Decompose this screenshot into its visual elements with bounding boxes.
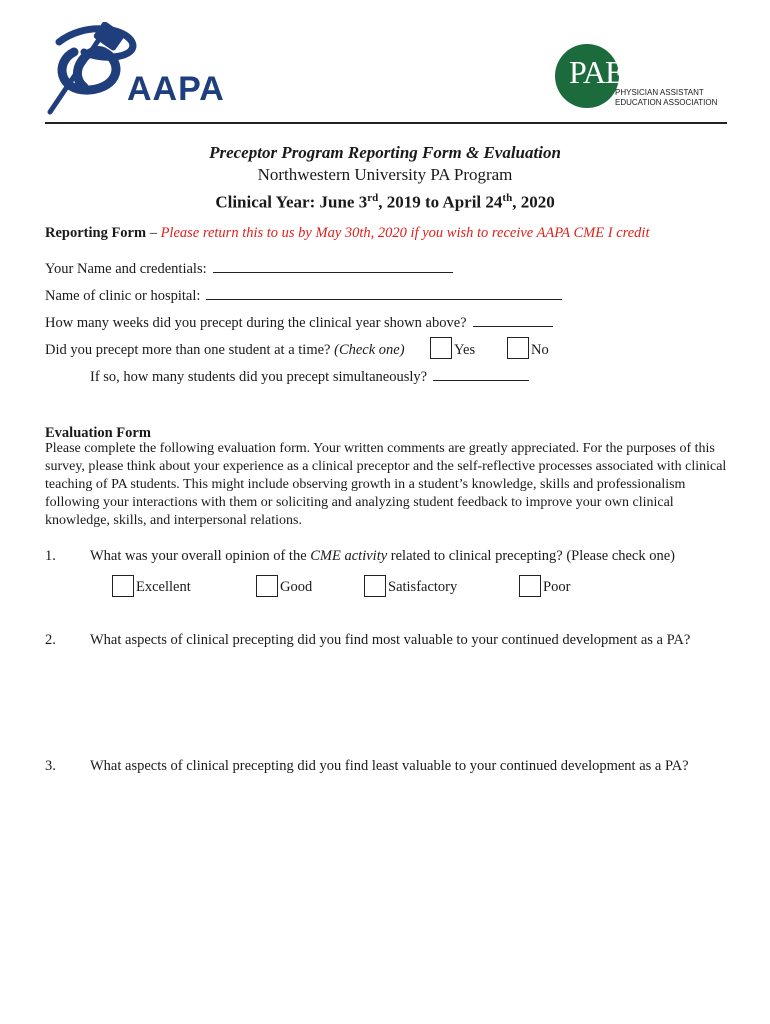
weeks-field[interactable] [473, 314, 553, 327]
q3-number: 3. [45, 758, 56, 774]
no-checkbox[interactable] [507, 337, 529, 359]
simultaneous-row [90, 368, 529, 386]
name-label: Your Name and credentials: [45, 261, 207, 277]
program-name: Northwestern University PA Program [257, 165, 513, 184]
weeks-row [45, 314, 553, 332]
paea-mark: PAEA [569, 54, 646, 90]
name-row [45, 260, 453, 278]
q3-text: What aspects of clinical precepting did you find least valuable to your continued development as a PA? [90, 758, 689, 774]
paea-subtitle-2: EDUCATION ASSOCIATION [615, 98, 718, 107]
title-block [0, 142, 770, 215]
q1-text: What was your overall opinion of the CME activity related to clinical precepting? (Please check one) [90, 548, 676, 564]
q1-poor-checkbox[interactable] [519, 575, 541, 597]
q1-good-checkbox[interactable] [256, 575, 278, 597]
no-label: No [531, 342, 549, 358]
q1-good-label: Good [280, 579, 313, 595]
aapa-wordmark: AAPA [127, 70, 225, 108]
simultaneous-field[interactable] [433, 368, 529, 381]
header-divider [45, 122, 727, 124]
evaluation-intro: Please complete the following evaluation form. Your written comments are greatly appreciated. For the purposes of this survey, please think about your experience as a clinical preceptor and the self-reflective processes associated with clinical teaching of PA students. This might include observing growth in a student’s knowledge, skills and professionalism following your interactions with them or soliciting and analyzing student feedback to improve your own clinical knowledge, skills, and interpersonal relations. [45, 441, 727, 528]
reporting-notice: Please return this to us by May 30th, 2020 if you wish to receive AAPA CME I credit [160, 225, 650, 241]
clinic-row [45, 287, 562, 305]
reporting-heading: Reporting Form [45, 225, 147, 241]
aapa-logo [44, 22, 234, 118]
simultaneous-label: If so, how many students did you precept simultaneously? [90, 369, 428, 385]
name-field[interactable] [213, 260, 453, 273]
yes-label: Yes [454, 342, 476, 358]
paea-logo [555, 44, 725, 114]
q1-poor-label: Poor [543, 579, 571, 595]
clinic-field[interactable] [206, 287, 562, 300]
multi-row [45, 341, 405, 359]
multi-label: Did you precept more than one student at a time? [45, 342, 331, 358]
q2-number: 2. [45, 632, 56, 648]
q1-satisfactory-checkbox[interactable] [364, 575, 386, 597]
clinic-label: Name of clinic or hospital: [45, 288, 201, 304]
q3-answer-area[interactable] [90, 780, 730, 980]
evaluation-heading: Evaluation Form [45, 425, 151, 441]
q1-number: 1. [45, 548, 56, 564]
paea-subtitle-1: PHYSICIAN ASSISTANT [615, 88, 704, 97]
form-title: Preceptor Program Reporting Form & Evaluation [209, 143, 561, 162]
yes-checkbox[interactable] [430, 337, 452, 359]
check-one-hint: (Check one) [334, 342, 405, 358]
q1-excellent-checkbox[interactable] [112, 575, 134, 597]
q2-answer-area[interactable] [90, 654, 730, 744]
reporting-heading-line: Reporting Form – Please return this to us by May 30th, 2020 if you wish to receive AAPA CME I credit [45, 225, 650, 241]
clinical-year: Clinical Year: June 3rd, 2019 to April 24th, 2020 [215, 192, 555, 212]
weeks-label: How many weeks did you precept during the clinical year shown above? [45, 315, 467, 331]
q1-excellent-label: Excellent [136, 579, 191, 595]
q2-text: What aspects of clinical precepting did you find most valuable to your continued development as a PA? [90, 632, 691, 648]
q1-satisfactory-label: Satisfactory [388, 579, 458, 595]
